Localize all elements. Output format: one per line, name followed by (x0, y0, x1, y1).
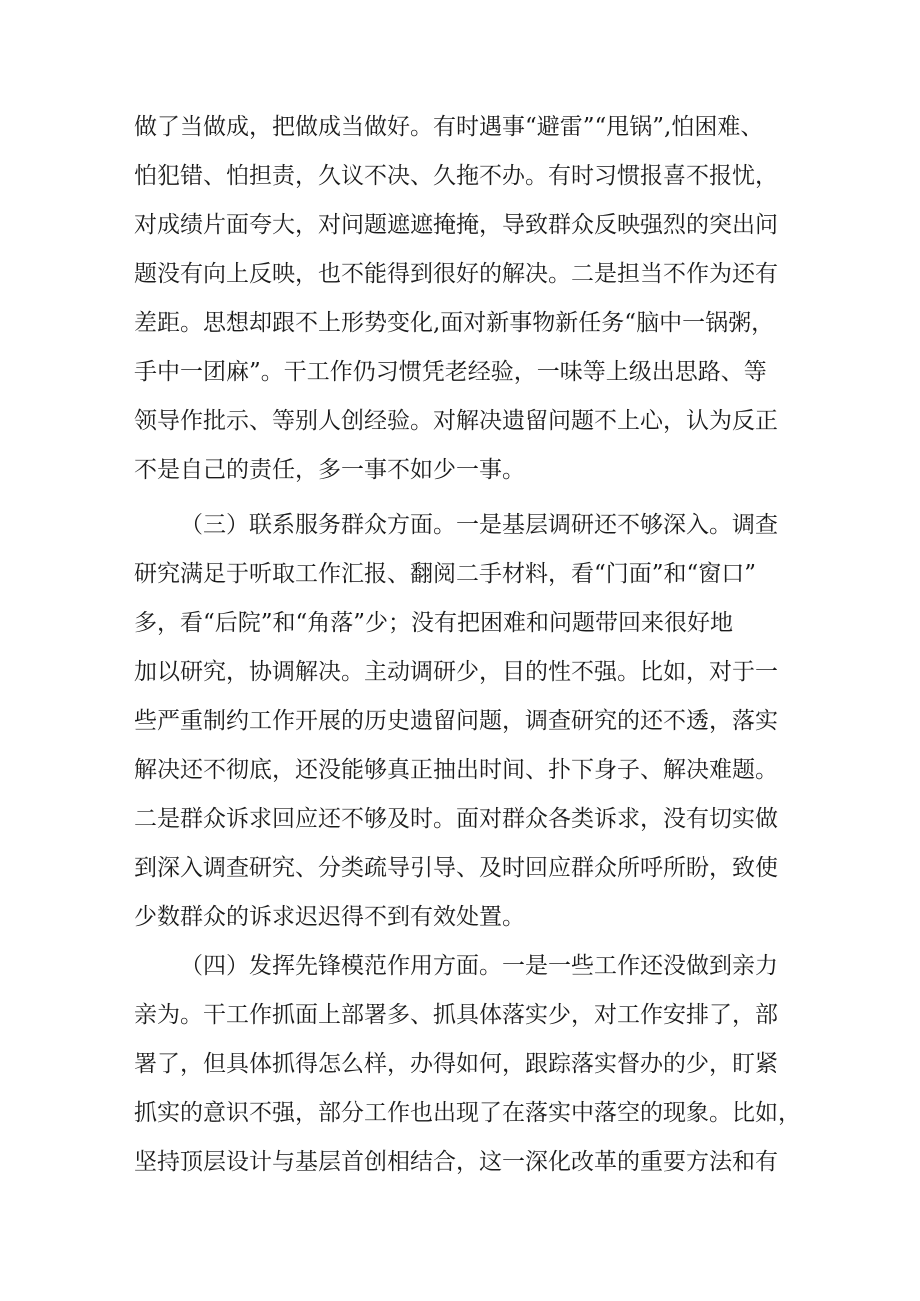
text-line: 亲为。干工作抓面上部署多、抓具体落实少，对工作安排了，部 (134, 1002, 778, 1028)
text-line: 些严重制约工作开展的历史遗留问题，调查研究的还不透，落实 (134, 708, 778, 734)
text-line: 题没有向上反映，也不能得到很好的解决。二是担当不作为还有 (134, 261, 778, 287)
text-line: 怕犯错、怕担责，久议不决、久拖不办。有时习惯报喜不报忧， (134, 163, 778, 189)
text-line: 领导作批示、等别人创经验。对解决遗留问题不上心，认为反正 (134, 408, 778, 434)
text-line: 二是群众诉求回应还不够及时。面对群众各类诉求，没有切实做 (134, 806, 778, 832)
text-line: 到深入调查研究、分类疏导引导、及时回应群众所呼所盼，致使 (134, 855, 778, 881)
text-line: 少数群众的诉求迟迟得不到有效处置。 (134, 904, 525, 930)
text-line: 对成绩片面夸大，对问题遮遮掩掩，导致群众反映强烈的突出问 (134, 212, 778, 238)
text-line: 差距。思想却跟不上形势变化,面对新事物新任务“脑中一锅粥， (134, 310, 775, 336)
text-line: 多，看“后院”和“角落”少；没有把困难和问题带回来很好地 (134, 610, 734, 636)
text-line: 不是自己的责任，多一事不如少一事。 (134, 457, 525, 483)
paragraph-heading-3: （三）联系服务群众方面。一是基层调研还不够深入。调查 (180, 512, 778, 538)
text-line: 研究满足于听取工作汇报、翻阅二手材料，看“门面”和“窗口” (134, 561, 757, 587)
text-line: 解决还不彻底，还没能够真正抽出时间、扑下身子、解决难题。 (134, 757, 778, 783)
text-line: 手中一团麻”。干工作仍习惯凭老经验，一味等上级出思路、等 (134, 359, 767, 385)
text-line: 抓实的意识不强，部分工作也出现了在落实中落空的现象。比如， (134, 1100, 801, 1126)
text-line: 署了，但具体抓得怎么样，办得如何，跟踪落实督办的少，盯紧 (134, 1051, 778, 1077)
paragraph-heading-4: （四）发挥先锋模范作用方面。一是一些工作还没做到亲力 (180, 953, 778, 979)
text-line: 做了当做成，把做成当做好。有时遇事“避雷”“甩锅”,怕困难、 (134, 114, 764, 140)
text-line: 坚持顶层设计与基层首创相结合，这一深化改革的重要方法和有 (134, 1149, 778, 1175)
text-line: 加以研究，协调解决。主动调研少，目的性不强。比如，对于一 (134, 659, 778, 685)
